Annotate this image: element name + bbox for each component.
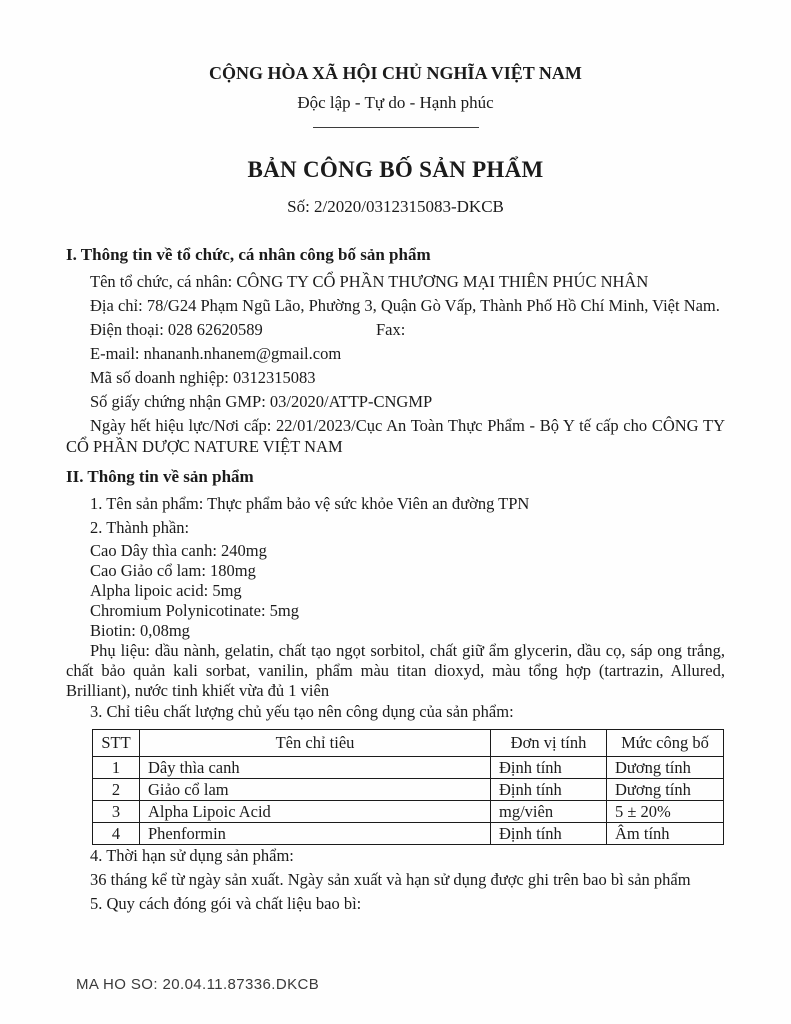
cell-stt: 3 <box>93 801 140 823</box>
page-title: BẢN CÔNG BỐ SẢN PHẨM <box>247 157 544 182</box>
quality-criteria-heading: 3. Chỉ tiêu chất lượng chủ yếu tạo nên công dụng của sản phẩm: <box>90 702 514 721</box>
cell-criteria: Alpha Lipoic Acid <box>140 801 491 823</box>
cell-stt: 4 <box>93 823 140 845</box>
ingredient-line: Cao Giảo cổ lam: 180mg <box>90 561 256 580</box>
cell-declared-level: 5 ± 20% <box>607 801 724 823</box>
ingredient-line: Chromium Polynicotinate: 5mg <box>90 601 299 620</box>
cell-stt: 1 <box>93 757 140 779</box>
cell-unit: Định tính <box>491 757 607 779</box>
email-line: E-mail: nhananh.nhanem@gmail.com <box>90 344 342 363</box>
fax-label: Fax: <box>376 320 406 339</box>
table-row <box>93 823 724 845</box>
cell-declared-level: Dương tính <box>607 779 724 801</box>
col-header-unit: Đơn vị tính <box>491 730 607 757</box>
cell-stt: 2 <box>93 779 140 801</box>
section-2-heading: II. Thông tin về sản phẩm <box>66 467 254 486</box>
national-title: CỘNG HÒA XÃ HỘI CHỦ NGHĨA VIỆT NAM <box>209 63 582 83</box>
quality-table-body <box>93 757 724 845</box>
national-header <box>66 62 725 128</box>
shelf-life-heading: 4. Thời hạn sử dụng sản phẩm: <box>90 846 294 865</box>
quality-table-header <box>93 730 724 757</box>
cell-unit: mg/viên <box>491 801 607 823</box>
national-motto: Độc lập - Tự do - Hạnh phúc <box>297 93 494 112</box>
address-line: Địa chỉ: 78/G24 Phạm Ngũ Lão, Phường 3, Quận Gò Vấp, Thành Phố Hồ Chí Minh, Việt Nam. <box>90 296 720 315</box>
table-header-row <box>93 730 724 757</box>
gmp-cert-line: Số giấy chứng nhận GMP: 03/2020/ATTP-CNGMP <box>90 392 433 411</box>
quality-table <box>92 729 724 845</box>
document-number: Số: 2/2020/0312315083-DKCB <box>287 197 504 216</box>
header-divider <box>313 127 479 128</box>
cell-unit: Định tính <box>491 823 607 845</box>
cell-criteria: Giảo cổ lam <box>140 779 491 801</box>
cell-unit: Định tính <box>491 779 607 801</box>
col-header-criteria: Tên chỉ tiêu <box>140 730 491 757</box>
cell-criteria: Dây thìa canh <box>140 757 491 779</box>
excipients-paragraph: Phụ liệu: dầu nành, gelatin, chất tạo ngọt sorbitol, chất giữ ẩm glycerin, dầu cọ, sáp ong trắng, chất bảo quản kali sorbat, vanilin, phẩm màu titan dioxyd, màu tổng hợp (tartrazin, Allured, Brilliant), nước tinh khiết vừa đủ 1 viên <box>66 641 725 700</box>
phone-value: Điện thoại: 028 62620589 <box>90 320 263 339</box>
cell-declared-level: Dương tính <box>607 757 724 779</box>
product-name-line: 1. Tên sản phẩm: Thực phẩm bảo vệ sức khỏe Viên an đường TPN <box>90 494 530 513</box>
phone-fax-line <box>66 319 725 340</box>
shelf-life-text: 36 tháng kể từ ngày sản xuất. Ngày sản xuất và hạn sử dụng được ghi trên bao bì sản phẩm <box>90 870 691 889</box>
ingredient-line: Alpha lipoic acid: 5mg <box>90 581 242 600</box>
org-name-line: Tên tổ chức, cá nhân: CÔNG TY CỔ PHẦN THƯƠNG MẠI THIÊN PHÚC NHÂN <box>90 272 649 291</box>
ingredients-heading: 2. Thành phần: <box>90 518 190 537</box>
ingredient-line: Cao Dây thìa canh: 240mg <box>90 541 267 560</box>
col-header-declared-level: Mức công bố <box>607 730 724 757</box>
section-1-heading: I. Thông tin về tổ chức, cá nhân công bố sản phẩm <box>66 245 431 264</box>
ingredient-line: Biotin: 0,08mg <box>90 621 190 640</box>
table-row <box>93 779 724 801</box>
business-id-line: Mã số doanh nghiệp: 0312315083 <box>90 368 316 387</box>
table-row <box>93 801 724 823</box>
col-header-stt: STT <box>93 730 140 757</box>
cell-criteria: Phenformin <box>140 823 491 845</box>
file-code: MA HO SO: 20.04.11.87336.DKCB <box>76 976 320 993</box>
cell-declared-level: Âm tính <box>607 823 724 845</box>
table-row <box>93 757 724 779</box>
packaging-heading: 5. Quy cách đóng gói và chất liệu bao bì: <box>90 894 362 913</box>
ingredients-list <box>66 541 725 641</box>
gmp-validity-line: Ngày hết hiệu lực/Nơi cấp: 22/01/2023/Cục An Toàn Thực Phẩm - Bộ Y tế cấp cho CÔNG TY CỔ PHẦN DƯỢC NATURE VIỆT NAM <box>66 416 725 456</box>
